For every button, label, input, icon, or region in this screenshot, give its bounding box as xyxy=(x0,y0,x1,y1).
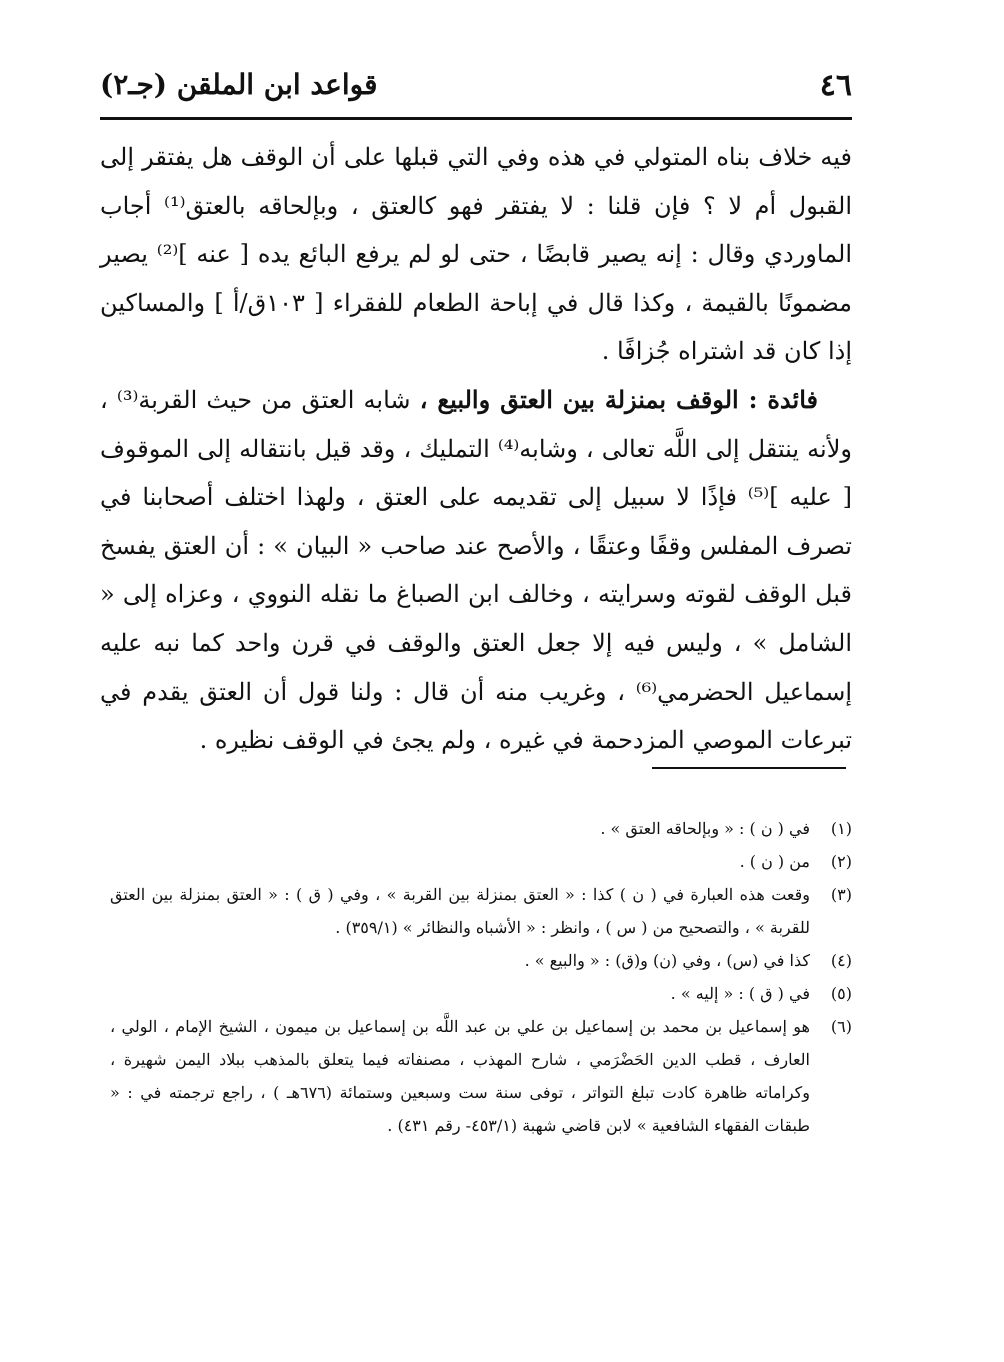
footnote-2 xyxy=(110,845,852,878)
book-title: قواعد ابن الملقن (جـ٢) xyxy=(100,68,378,101)
main-text xyxy=(100,133,852,765)
footnote-number: (٤) xyxy=(830,951,852,970)
footnote-number: (٥) xyxy=(830,984,852,1003)
footnote-text: كذا في (س) ، وفي (ن) و(ق) : « والبيع » . xyxy=(524,951,810,970)
footnote-text: هو إسماعيل بن محمد بن إسماعيل بن علي بن عبد اللَّه بن إسماعيل بن ميمون ، الشيخ الإمام ، الولي ، العارف ، قطب الدين الحَضْرَمي ، شارح المهذب ، مصنفاته فيما يتعلق بالمذهب ببلاد اليمن شهيرة ، وكراماته ظاهرة كادت تبلغ التواتر ، توفى سنة ست وسبعين وستمائة (٦٧٦هـ ) ، راجع ترجمته في : « طبقات الفقهاء الشافعية » لابن قاضي شهبة (٤٥٣/١- رقم ٤٣١) . xyxy=(110,1017,811,1135)
footnote-3 xyxy=(110,878,852,944)
footnote-number: (٣) xyxy=(830,885,852,904)
faida-heading: فائدة : الوقف بمنزلة بين العتق والبيع ، xyxy=(419,384,818,414)
footnote-number: (٦) xyxy=(830,1017,852,1036)
paragraph-1: فيه خلاف بناه المتولي في هذه وفي التي قبلها على أن الوقف هل يفتقر إلى القبول أم لا ؟ فإن قلنا : لا يفتقر فهو كالعتق ، وبإلحاقه بالعتق⁽¹⁾ أجاب الماوردي وقال : إنه يصير قابضًا ، حتى لو لم يرفع البائع يده [ عنه ]⁽²⁾ يصير مضمونًا بالقيمة ، وكذا قال في إباحة الطعام للفقراء [ ١٠٣ق/أ ] والمساكين إذا كان قد اشتراه جُزافًا . xyxy=(100,143,853,366)
footnote-text: في ( ن ) : « وبإلحاقه العتق » . xyxy=(600,819,810,838)
footnotes xyxy=(110,812,852,1142)
footnote-5 xyxy=(110,977,852,1010)
header-rule xyxy=(100,117,852,120)
footnote-separator xyxy=(652,767,846,769)
paragraph-2 xyxy=(100,376,852,765)
running-header xyxy=(100,66,852,110)
footnote-1 xyxy=(110,812,852,845)
page-number: ٤٦ xyxy=(819,68,852,103)
footnote-number: (٢) xyxy=(830,852,852,871)
paragraph-2-text: شابه العتق من حيث القربة⁽³⁾ ، ولأنه ينتقل إلى اللَّه تعالى ، وشابه⁽⁴⁾ التمليك ، وقد قيل بانتقاله إلى الموقوف [ عليه ]⁽⁵⁾ فإذًا لا سبيل إلى تقديمه على العتق ، ولهذا اختلف أصحابنا في تصرف المفلس وقفًا وعتقًا ، والأصح عند صاحب « البيان » : أن العتق يفسخ قبل الوقف لقوته وسرايته ، وخالف ابن الصباغ ما نقله النووي ، وعزاه إلى « الشامل » ، وليس فيه إلا جعل العتق والوقف في قرن واحد كما نبه عليه إسماعيل الحضرمي⁽⁶⁾ ، وغريب منه أن قال : ولنا قول أن العتق يقدم في تبرعات الموصي المزدحمة في غيره ، ولم يجئ في الوقف نظيره . xyxy=(100,385,853,755)
footnote-4 xyxy=(110,944,852,977)
footnote-text: في ( ق ) : « إليه » . xyxy=(670,984,810,1003)
footnote-text: وقعت هذه العبارة في ( ن ) كذا : « العتق بمنزلة بين القربة » ، وفي ( ق ) : « العتق بمنزلة بين العتق للقربة » ، والتصحيح من ( س ) ، وانظر : « الأشباه والنظائر » (٣٥٩/١) . xyxy=(110,885,810,937)
footnote-text: من ( ن ) . xyxy=(739,852,810,871)
footnote-number: (١) xyxy=(830,819,852,838)
footnote-6 xyxy=(110,1010,852,1142)
